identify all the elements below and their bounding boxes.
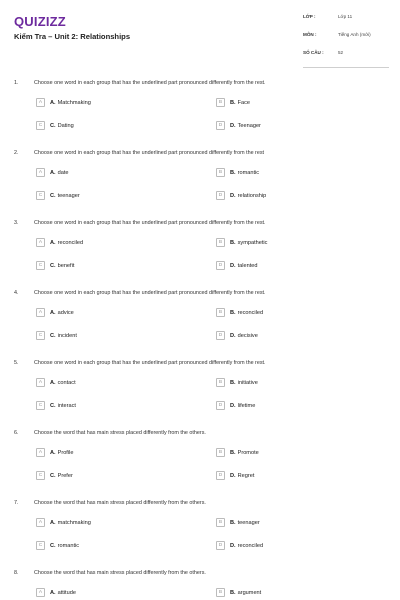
info-box	[303, 12, 389, 68]
info-label: MÔN :	[303, 32, 317, 37]
option-d[interactable]	[216, 331, 258, 340]
option-c[interactable]	[36, 401, 76, 410]
option-letter-box: A	[36, 518, 45, 527]
option-c[interactable]	[36, 191, 80, 200]
option-label: D.	[230, 332, 236, 339]
option-a[interactable]	[36, 378, 76, 387]
option-letter-box: B	[216, 588, 225, 597]
question-7	[0, 500, 400, 570]
option-label: C.	[50, 472, 56, 479]
option-c[interactable]	[36, 261, 74, 270]
question-4	[0, 290, 400, 360]
option-a[interactable]	[36, 168, 68, 177]
option-letter-box: C	[36, 191, 45, 200]
option-text: Prefer	[57, 472, 73, 479]
option-d[interactable]	[216, 191, 266, 200]
question-3	[0, 220, 400, 290]
option-label: D.	[230, 262, 236, 269]
option-a[interactable]	[36, 518, 91, 527]
option-text: benefit	[57, 262, 75, 269]
option-letter-box: D	[216, 541, 225, 550]
option-label: A.	[50, 99, 56, 106]
option-a[interactable]	[36, 98, 91, 107]
option-text: interact	[57, 402, 76, 409]
option-label: D.	[230, 542, 236, 549]
question-text: Choose the word that has main stress placed differently from the others.	[34, 570, 206, 576]
question-text: Choose one word in each group that has the underlined part pronounced differently from the rest.	[34, 290, 266, 296]
question-text: Choose one word in each group that has the underlined part pronounced differently from the rest.	[34, 360, 266, 366]
option-d[interactable]	[216, 401, 255, 410]
option-letter-box: A	[36, 588, 45, 597]
option-c[interactable]	[36, 471, 73, 480]
option-b[interactable]	[216, 168, 259, 177]
option-a[interactable]	[36, 308, 74, 317]
question-number: 5.	[14, 360, 19, 366]
option-label: A.	[50, 309, 56, 316]
option-b[interactable]	[216, 588, 261, 597]
option-letter-box: A	[36, 378, 45, 387]
option-b[interactable]	[216, 98, 250, 107]
option-text: Matchmaking	[57, 99, 91, 106]
info-label: LỚP :	[303, 14, 316, 19]
option-text: contact	[57, 379, 76, 386]
option-text: talented	[237, 262, 258, 269]
question-5	[0, 360, 400, 430]
info-row-class	[303, 12, 389, 21]
option-text: incident	[57, 332, 77, 339]
question-number: 6.	[14, 430, 19, 436]
option-text: lifetime	[237, 402, 256, 409]
option-text: Teenager	[237, 122, 261, 129]
option-label: B.	[230, 589, 236, 596]
option-letter-box: D	[216, 191, 225, 200]
option-label: C.	[50, 262, 56, 269]
option-label: A.	[50, 239, 56, 246]
option-b[interactable]	[216, 448, 259, 457]
option-letter-box: C	[36, 121, 45, 130]
option-label: B.	[230, 239, 236, 246]
question-text: Choose one word in each group that has the underlined part pronounced differently from the rest.	[34, 80, 266, 86]
option-letter-box: A	[36, 238, 45, 247]
option-letter-box: B	[216, 448, 225, 457]
option-text: teenager	[237, 519, 260, 526]
option-text: initiative	[237, 379, 258, 386]
option-c[interactable]	[36, 331, 77, 340]
question-text: Choose the word that has main stress placed differently from the others.	[34, 500, 206, 506]
question-number: 1.	[14, 80, 19, 86]
option-text: Promote	[237, 449, 259, 456]
option-text: reconciled	[237, 542, 264, 549]
option-d[interactable]	[216, 261, 258, 270]
option-text: sympathetic	[237, 239, 268, 246]
option-b[interactable]	[216, 378, 258, 387]
option-letter-box: C	[36, 331, 45, 340]
question-number: 4.	[14, 290, 19, 296]
option-letter-box: B	[216, 98, 225, 107]
option-b[interactable]	[216, 518, 260, 527]
question-text: Choose one word in each group that has the underlined part pronounced differently from the rest	[34, 150, 265, 156]
option-letter-box: D	[216, 401, 225, 410]
info-value: Tiếng Anh (mới)	[338, 32, 371, 37]
option-label: C.	[50, 192, 56, 199]
info-value: Lớp 11	[338, 14, 353, 19]
option-label: C.	[50, 332, 56, 339]
option-label: A.	[50, 379, 56, 386]
option-label: C.	[50, 402, 56, 409]
option-a[interactable]	[36, 238, 83, 247]
option-letter-box: C	[36, 541, 45, 550]
option-text: Regret	[237, 472, 255, 479]
option-text: Profile	[57, 449, 74, 456]
question-number: 2.	[14, 150, 19, 156]
option-text: romantic	[237, 169, 260, 176]
option-a[interactable]	[36, 448, 73, 457]
option-letter-box: B	[216, 308, 225, 317]
option-letter-box: C	[36, 401, 45, 410]
question-6	[0, 430, 400, 500]
option-label: A.	[50, 519, 56, 526]
question-number: 7.	[14, 500, 19, 506]
option-text: Face	[237, 99, 251, 106]
question-2	[0, 150, 400, 220]
quizizz-logo: QUIZIZZ	[14, 14, 66, 29]
question-number: 3.	[14, 220, 19, 226]
question-8	[0, 570, 400, 600]
option-label: D.	[230, 122, 236, 129]
option-label: A.	[50, 169, 56, 176]
option-letter-box: A	[36, 98, 45, 107]
option-text: matchmaking	[57, 519, 91, 526]
option-a[interactable]	[36, 588, 76, 597]
option-letter-box: B	[216, 238, 225, 247]
option-label: D.	[230, 402, 236, 409]
option-letter-box: D	[216, 121, 225, 130]
option-letter-box: A	[36, 308, 45, 317]
option-letter-box: B	[216, 378, 225, 387]
option-text: Dating	[57, 122, 74, 129]
question-list	[0, 80, 400, 600]
option-label: B.	[230, 519, 236, 526]
option-letter-box: D	[216, 331, 225, 340]
option-text: reconciled	[57, 239, 84, 246]
option-text: argument	[237, 589, 262, 596]
question-1	[0, 80, 400, 150]
quiz-title: Kiểm Tra – Unit 2: Relationships	[14, 32, 131, 41]
option-label: B.	[230, 169, 236, 176]
option-label: D.	[230, 472, 236, 479]
option-d[interactable]	[216, 471, 254, 480]
option-label: A.	[50, 449, 56, 456]
option-letter-box: A	[36, 448, 45, 457]
option-c[interactable]	[36, 121, 74, 130]
option-letter-box: B	[216, 518, 225, 527]
option-b[interactable]	[216, 238, 267, 247]
option-letter-box: D	[216, 471, 225, 480]
info-label: SỐ CÂU :	[303, 50, 324, 55]
option-text: advice	[57, 309, 74, 316]
option-label: D.	[230, 192, 236, 199]
option-letter-box: C	[36, 471, 45, 480]
option-letter-box: C	[36, 261, 45, 270]
option-label: B.	[230, 309, 236, 316]
info-row-question-count	[303, 48, 389, 57]
question-number: 8.	[14, 570, 19, 576]
option-text: teenager	[57, 192, 80, 199]
option-label: B.	[230, 379, 236, 386]
option-text: date	[57, 169, 69, 176]
option-text: decisive	[237, 332, 258, 339]
option-label: C.	[50, 122, 56, 129]
option-text: reconciled	[237, 309, 264, 316]
option-letter-box: B	[216, 168, 225, 177]
option-d[interactable]	[216, 541, 263, 550]
question-text: Choose one word in each group that has the underlined part pronounced differently from the rest.	[34, 220, 266, 226]
option-text: relationship	[237, 192, 267, 199]
option-label: B.	[230, 99, 236, 106]
option-text: attitude	[57, 589, 76, 596]
option-b[interactable]	[216, 308, 263, 317]
option-letter-box: D	[216, 261, 225, 270]
option-letter-box: A	[36, 168, 45, 177]
option-d[interactable]	[216, 121, 261, 130]
option-label: C.	[50, 542, 56, 549]
question-text: Choose the word that has main stress placed differently from the others.	[34, 430, 206, 436]
info-value: 52	[338, 50, 344, 55]
option-label: A.	[50, 589, 56, 596]
option-label: B.	[230, 449, 236, 456]
option-text: romantic	[57, 542, 80, 549]
info-row-subject	[303, 30, 389, 39]
option-c[interactable]	[36, 541, 79, 550]
